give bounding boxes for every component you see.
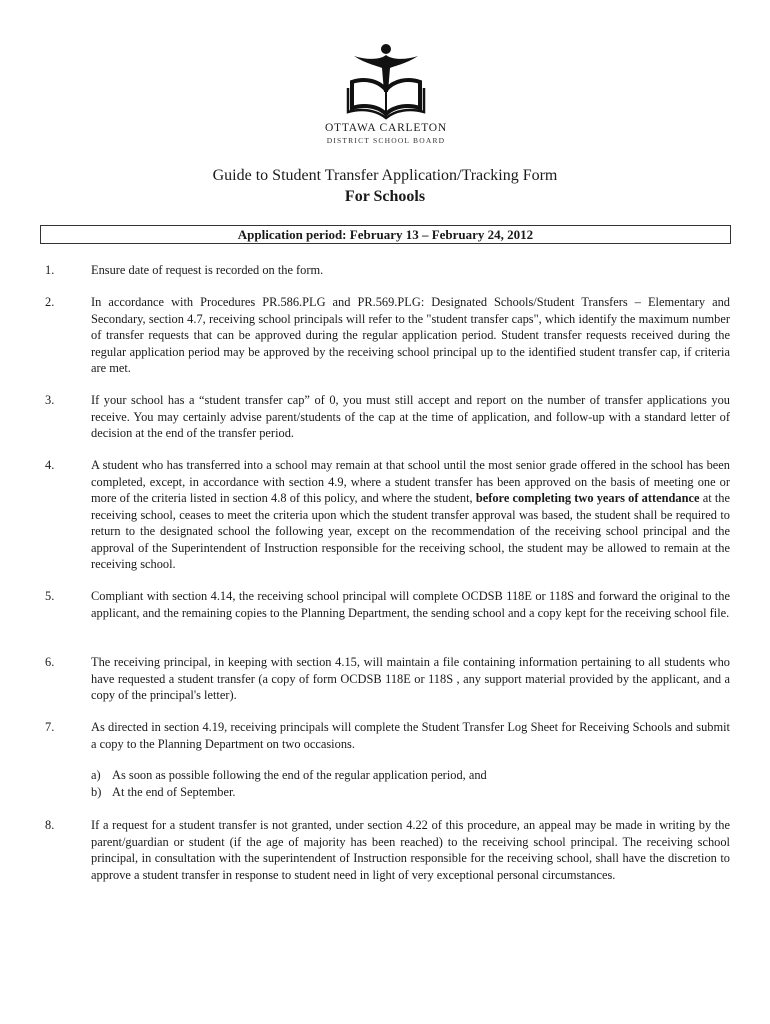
- item-text: Compliant with section 4.14, the receiving school principal will complete OCDSB 118E or 118S and forward the original to the applicant, and the remaining copies to the Planning Department, the sending school and a copy kept for the receiving school file.: [91, 589, 730, 620]
- sub-item-text: As soon as possible following the end of the regular application period, and: [112, 768, 487, 782]
- item-number: 8.: [45, 818, 55, 832]
- list-item: [40, 262, 730, 279]
- item-text: Ensure date of request is recorded on the form.: [91, 263, 324, 277]
- list-item: [40, 457, 730, 573]
- page-title: Guide to Student Transfer Application/Tracking Form: [212, 167, 558, 184]
- item-number: 2.: [45, 295, 55, 309]
- sub-item-label: b): [91, 785, 102, 799]
- item-number: 3.: [45, 393, 55, 407]
- list-item: [40, 719, 730, 752]
- logo-subname: DISTRICT SCHOOL BOARD: [326, 136, 446, 145]
- item-number: 4.: [45, 458, 55, 472]
- application-period-box: Application period: February 13 – February 24, 2012: [40, 225, 731, 244]
- item-text: [91, 457, 730, 573]
- item-text: The receiving principal, in keeping with section 4.15, will maintain a file containing information pertaining to all students who have requested a student transfer (a copy of form OCDSB 118E or 118S , any support material provided by the applicant, and a copy of the principal's letter).: [91, 655, 730, 702]
- item-number: 7.: [45, 720, 55, 734]
- page-subtitle: For Schools: [344, 188, 426, 205]
- list-item: [40, 588, 730, 621]
- board-logo: [323, 42, 449, 146]
- list-item: [40, 817, 730, 883]
- item-number: 6.: [45, 655, 55, 669]
- list-item: [40, 654, 730, 704]
- item-number: 1.: [45, 263, 55, 277]
- item-text: As directed in section 4.19, receiving principals will complete the Student Transfer Log Sheet for Receiving Schools and submit a copy to the Planning Department on two occasions.: [91, 720, 730, 751]
- logo-name: OTTAWA CARLETON: [324, 122, 448, 134]
- sub-item-text: At the end of September.: [112, 785, 236, 799]
- item-text: In accordance with Procedures PR.586.PLG and PR.569.PLG: Designated Schools/Student Transfers – Elementary and Secondary, section 4.7, receiving school principals will refer to the "student transfer caps", which identify the maximum number of transfer requests that can be approved during the regular application period. Student transfer requests received during the regular application period may be approved by the receiving school principal up to the identified student transfer cap, if criteria are met.: [91, 295, 730, 375]
- sub-list-item: [91, 784, 691, 801]
- item-number: 5.: [45, 589, 55, 603]
- item-text-part: at the receiving school, ceases to meet the criteria upon which the student transfer approval was based, the student shall be required to return to the designated school the following year, except on the recommendation of the receiving school principal and the approval of the Superintendent of Instruction responsible for the receiving school, the student may be allowed to remain at the receiving school.: [91, 491, 730, 571]
- list-item: [40, 392, 730, 442]
- book-figure-icon: [344, 42, 428, 122]
- item-text: If your school has a “student transfer cap” of 0, you must still accept and report on the number of transfer applications you receive. You may certainly advise parent/students of the cap at the time of application, and follow-up with a standard letter of decision at the end of the transfer period.: [91, 393, 730, 440]
- item-text-part: A student who has transferred into a school may remain at that school until the most senior grade offered in the school has been completed, except, in accordance with section 4.9, where a student transfer has been approved on the basis of meeting one or more of the criteria listed in section 4.8 of this policy, and where the student,: [91, 458, 730, 505]
- sub-list-item: [91, 767, 691, 784]
- item-text: If a request for a student transfer is not granted, under section 4.22 of this procedure, an appeal may be made in writing by the parent/guardian or student (if the age of majority has been reached) to the receiving school principal. The receiving school principal, in consultation with the superintendent of Instruction responsible for the receiving school, shall have the discretion to approve a student transfer in response to student need in light of very exceptional personal circumstances.: [91, 818, 730, 882]
- sub-item-label: a): [91, 768, 101, 782]
- item-text-emphasis: before completing two years of attendance: [475, 491, 700, 505]
- list-item: [40, 294, 730, 377]
